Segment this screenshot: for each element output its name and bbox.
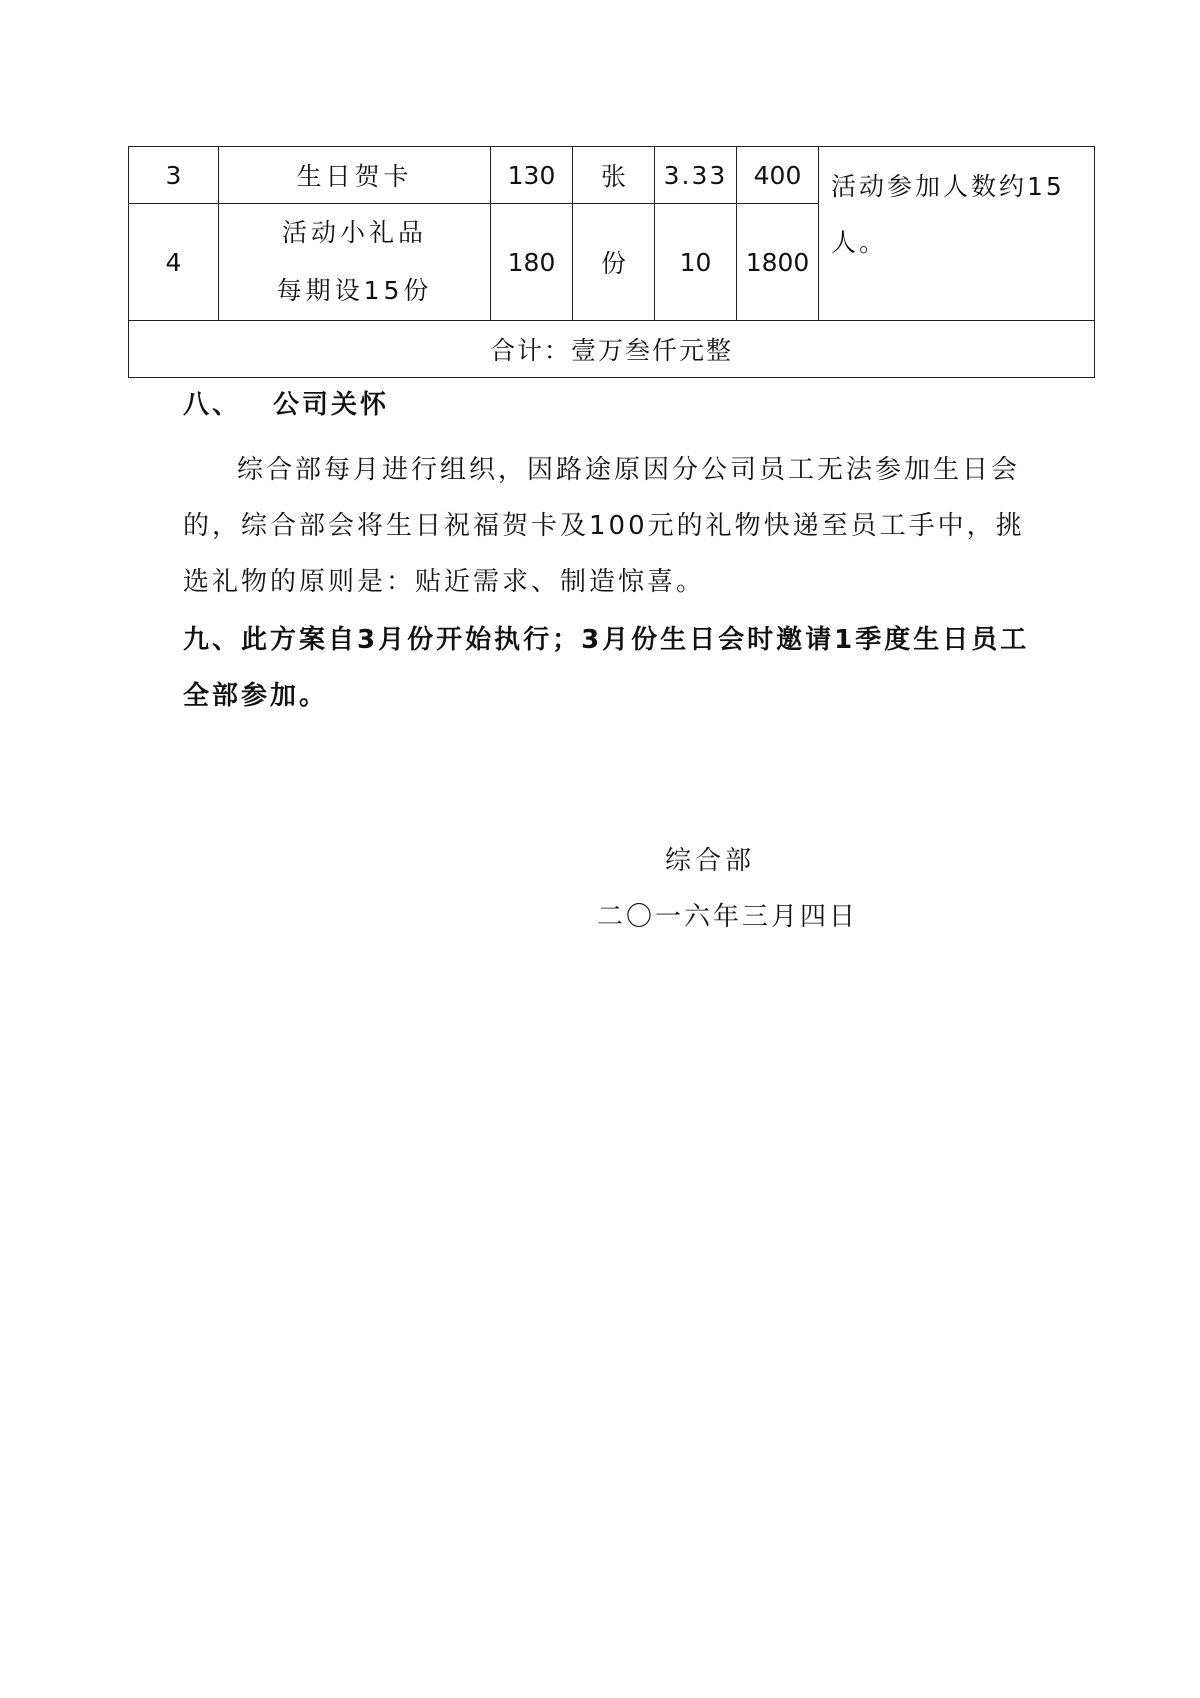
cell-item: 生日贺卡 bbox=[219, 147, 491, 204]
cell-item-line1: 活动小礼品 bbox=[281, 218, 427, 247]
cell-unit: 张 bbox=[573, 147, 655, 204]
cell-item bbox=[219, 204, 491, 321]
cell-note: 活动参加人数约15人。 bbox=[819, 147, 1095, 321]
table-row bbox=[129, 147, 1095, 204]
cell-total: 合计：壹万叁仟元整 bbox=[129, 321, 1095, 378]
cell-unit: 份 bbox=[573, 204, 655, 321]
signature-date: 二〇一六年三月四日 bbox=[597, 902, 859, 932]
cell-qty: 180 bbox=[491, 204, 573, 321]
section-8-title: 公司关怀 bbox=[273, 390, 390, 420]
section-8-paragraph-text: 综合部每月进行组织，因路途原因分公司员工无法参加生日会的，综合部会将生日祝福贺卡及100元的礼物快递至员工手中，挑选礼物的原则是：贴近需求、制造惊喜。 bbox=[183, 455, 1025, 597]
cell-amount: 400 bbox=[737, 147, 819, 204]
section-8-heading bbox=[183, 384, 389, 421]
cell-qty: 130 bbox=[491, 147, 573, 204]
cell-price: 10 bbox=[655, 204, 737, 321]
cell-no: 3 bbox=[129, 147, 219, 204]
cell-no: 4 bbox=[129, 204, 219, 321]
cell-price: 3.33 bbox=[655, 147, 737, 204]
section-9-paragraph: 九、此方案自3月份开始执行；3月份生日会时邀请1季度生日员工全部参加。 bbox=[183, 625, 1030, 711]
table-total-row bbox=[129, 321, 1095, 378]
section-8-paragraph bbox=[183, 442, 1033, 610]
cell-item-line2: 每期设15份 bbox=[276, 276, 433, 305]
section-8-number: 八、 bbox=[183, 390, 242, 420]
cell-amount: 1800 bbox=[737, 204, 819, 321]
budget-table bbox=[128, 146, 1095, 378]
signature-department: 综合部 bbox=[665, 846, 756, 876]
